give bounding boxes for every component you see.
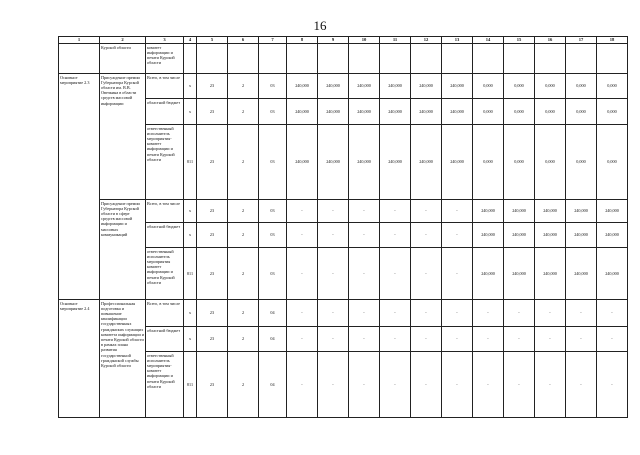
cell	[597, 44, 628, 74]
value-cell: -	[380, 352, 411, 418]
budget-table	[58, 36, 628, 418]
value-cell: 03	[259, 74, 287, 99]
header-cell: 1	[59, 37, 100, 44]
value-cell: 23	[197, 200, 228, 223]
source-cell: ответственный исполнитель мероприятия комитет информации и печати Курской области	[146, 248, 184, 300]
activity-label: Основное мероприятие 2.3	[59, 74, 100, 300]
value-cell: 240,000	[318, 99, 349, 125]
value-cell: 0,000	[535, 125, 566, 200]
value-cell: 0,000	[473, 99, 504, 125]
value-cell: -	[318, 352, 349, 418]
value-cell: -	[473, 300, 504, 327]
cell	[535, 44, 566, 74]
page-number: 16	[313, 18, 327, 33]
value-cell: -	[287, 248, 318, 300]
value-cell: 240,000	[442, 74, 473, 99]
value-cell: 240,000	[349, 125, 380, 200]
cell	[411, 44, 442, 74]
value-cell: 03	[259, 248, 287, 300]
value-cell: 240,000	[597, 248, 628, 300]
value-cell: -	[597, 352, 628, 418]
header-cell: 14	[473, 37, 504, 44]
value-cell: х	[184, 200, 197, 223]
value-cell: 811	[184, 125, 197, 200]
cell	[259, 44, 287, 74]
value-cell: -	[566, 327, 597, 352]
value-cell: -	[442, 352, 473, 418]
source-cell: Всего, в том числе	[146, 300, 184, 327]
source-cell: областной бюджет	[146, 99, 184, 125]
value-cell: 240,000	[504, 248, 535, 300]
value-cell: -	[380, 300, 411, 327]
value-cell: 240,000	[442, 99, 473, 125]
value-cell: -	[411, 248, 442, 300]
value-cell: 2	[228, 99, 259, 125]
cell	[566, 44, 597, 74]
value-cell: 0,000	[597, 99, 628, 125]
cell	[473, 44, 504, 74]
value-cell: -	[504, 300, 535, 327]
header-cell: 7	[259, 37, 287, 44]
value-cell: 04	[259, 327, 287, 352]
value-cell: 240,000	[566, 200, 597, 223]
header-cell: 8	[287, 37, 318, 44]
value-cell: 240,000	[597, 200, 628, 223]
value-cell: 2	[228, 74, 259, 99]
value-cell: -	[504, 327, 535, 352]
activity-name: Присуждение премии Губернатора Курской области им. В.В. Овечкина в области средств массовой информации	[100, 74, 146, 200]
value-cell: -	[287, 352, 318, 418]
activity-name: Присуждение премии Губернатора Курской области в сфере средств массовой информации и массовых коммуникаций	[100, 200, 146, 300]
header-cell: 2	[100, 37, 146, 44]
value-cell: -	[318, 327, 349, 352]
value-cell: 811	[184, 352, 197, 418]
value-cell: 240,000	[411, 99, 442, 125]
value-cell: -	[318, 200, 349, 223]
value-cell: 2	[228, 248, 259, 300]
value-cell: 2	[228, 352, 259, 418]
value-cell: -	[504, 352, 535, 418]
activity-name: Профессиональная подготовка и повышение квалификации государственных гражданских служащих комитета информации и печати Курской области в рамках плана развития государственной гражданской службы Курской области	[100, 300, 146, 418]
header-cell: 10	[349, 37, 380, 44]
source-cell: Всего, в том числе	[146, 200, 184, 223]
source-cell: Всего, в том числе	[146, 74, 184, 99]
value-cell: 240,000	[411, 125, 442, 200]
value-cell: 811	[184, 248, 197, 300]
value-cell: х	[184, 74, 197, 99]
header-cell: 11	[380, 37, 411, 44]
value-cell: -	[442, 300, 473, 327]
value-cell: -	[442, 223, 473, 248]
header-cell: 18	[597, 37, 628, 44]
header-cell: 17	[566, 37, 597, 44]
value-cell: -	[349, 200, 380, 223]
value-cell: 240,000	[473, 223, 504, 248]
header-cell: 9	[318, 37, 349, 44]
carry-col2: Курской области	[100, 44, 146, 74]
value-cell: 240,000	[411, 74, 442, 99]
value-cell: 04	[259, 300, 287, 327]
value-cell: 240,000	[535, 223, 566, 248]
value-cell: 240,000	[287, 125, 318, 200]
value-cell: -	[287, 223, 318, 248]
header-cell: 3	[146, 37, 184, 44]
value-cell: -	[442, 327, 473, 352]
value-cell: 240,000	[287, 99, 318, 125]
value-cell: 23	[197, 248, 228, 300]
value-cell: 240,000	[597, 223, 628, 248]
value-cell: 23	[197, 125, 228, 200]
cell	[504, 44, 535, 74]
value-cell: 240,000	[380, 125, 411, 200]
value-cell: -	[349, 248, 380, 300]
header-cell: 15	[504, 37, 535, 44]
cell	[287, 44, 318, 74]
source-cell: ответственный исполнитель мероприятия- комитет информации и печати Курской области	[146, 125, 184, 200]
cell	[318, 44, 349, 74]
header-cell: 12	[411, 37, 442, 44]
value-cell: 240,000	[349, 99, 380, 125]
value-cell: 0,000	[566, 125, 597, 200]
value-cell: х	[184, 327, 197, 352]
value-cell: 2	[228, 200, 259, 223]
cell	[380, 44, 411, 74]
cell	[228, 44, 259, 74]
value-cell: -	[380, 248, 411, 300]
value-cell: 23	[197, 352, 228, 418]
value-cell: -	[318, 223, 349, 248]
source-cell: областной бюджет	[146, 223, 184, 248]
value-cell: 240,000	[535, 200, 566, 223]
value-cell: -	[411, 352, 442, 418]
table-body	[59, 37, 628, 418]
value-cell: 0,000	[566, 99, 597, 125]
value-cell: -	[318, 248, 349, 300]
carry-row	[59, 44, 628, 74]
value-cell: -	[535, 352, 566, 418]
value-cell: х	[184, 223, 197, 248]
value-cell: -	[473, 327, 504, 352]
value-cell: -	[380, 327, 411, 352]
cell	[59, 44, 100, 74]
value-cell: -	[597, 327, 628, 352]
value-cell: 23	[197, 327, 228, 352]
value-cell: 03	[259, 125, 287, 200]
value-cell: -	[349, 223, 380, 248]
carry-col3: комитет информации и печати Курской области	[146, 44, 184, 74]
value-cell: -	[349, 327, 380, 352]
value-cell: 240,000	[473, 248, 504, 300]
value-cell: 240,000	[535, 248, 566, 300]
value-cell: -	[380, 200, 411, 223]
value-cell: 23	[197, 300, 228, 327]
value-cell: -	[411, 327, 442, 352]
activity-label: Основное мероприятие 2.4	[59, 300, 100, 418]
value-cell: -	[287, 200, 318, 223]
value-cell: х	[184, 300, 197, 327]
value-cell: х	[184, 99, 197, 125]
value-cell: 03	[259, 200, 287, 223]
value-cell: 0,000	[504, 74, 535, 99]
cell	[349, 44, 380, 74]
source-cell: областной бюджет	[146, 327, 184, 352]
value-cell: -	[566, 300, 597, 327]
value-cell: 240,000	[504, 223, 535, 248]
value-cell: 23	[197, 223, 228, 248]
value-cell: -	[411, 300, 442, 327]
value-cell: 23	[197, 74, 228, 99]
value-cell: 03	[259, 99, 287, 125]
value-cell: 0,000	[597, 74, 628, 99]
header-cell: 4	[184, 37, 197, 44]
value-cell: -	[442, 200, 473, 223]
value-cell: 240,000	[287, 74, 318, 99]
header-cell: 5	[197, 37, 228, 44]
value-cell: 23	[197, 99, 228, 125]
value-cell: 2	[228, 327, 259, 352]
value-cell: -	[411, 200, 442, 223]
header-cell: 16	[535, 37, 566, 44]
value-cell: 2	[228, 125, 259, 200]
value-cell: 03	[259, 223, 287, 248]
value-cell: -	[411, 223, 442, 248]
value-cell: 240,000	[318, 125, 349, 200]
value-cell: 2	[228, 300, 259, 327]
value-cell: -	[535, 300, 566, 327]
value-cell: 240,000	[318, 74, 349, 99]
value-cell: -	[349, 352, 380, 418]
header-cell: 6	[228, 37, 259, 44]
value-cell: 240,000	[349, 74, 380, 99]
value-cell: 0,000	[473, 74, 504, 99]
value-cell: 0,000	[535, 74, 566, 99]
table-row	[59, 74, 628, 99]
value-cell: 240,000	[566, 248, 597, 300]
value-cell: -	[287, 300, 318, 327]
value-cell: 0,000	[566, 74, 597, 99]
value-cell: -	[566, 352, 597, 418]
value-cell: 0,000	[473, 125, 504, 200]
table-row	[59, 200, 628, 223]
cell	[442, 44, 473, 74]
value-cell: 04	[259, 352, 287, 418]
value-cell: -	[349, 300, 380, 327]
value-cell: 0,000	[504, 125, 535, 200]
value-cell: -	[318, 300, 349, 327]
value-cell: 2	[228, 223, 259, 248]
value-cell: -	[473, 352, 504, 418]
value-cell: -	[287, 327, 318, 352]
value-cell: -	[597, 300, 628, 327]
header-row	[59, 37, 628, 44]
value-cell: -	[380, 223, 411, 248]
value-cell: 240,000	[442, 125, 473, 200]
value-cell: 240,000	[380, 99, 411, 125]
value-cell: 240,000	[566, 223, 597, 248]
value-cell: 240,000	[380, 74, 411, 99]
value-cell: -	[535, 327, 566, 352]
cell	[184, 44, 197, 74]
value-cell: 240,000	[473, 200, 504, 223]
value-cell: 0,000	[535, 99, 566, 125]
value-cell: -	[442, 248, 473, 300]
source-cell: ответственный исполнитель мероприятия- комитет информации и печати Курской области	[146, 352, 184, 418]
table-row	[59, 300, 628, 327]
header-cell: 13	[442, 37, 473, 44]
value-cell: 240,000	[504, 200, 535, 223]
value-cell: 0,000	[597, 125, 628, 200]
value-cell: 0,000	[504, 99, 535, 125]
cell	[197, 44, 228, 74]
